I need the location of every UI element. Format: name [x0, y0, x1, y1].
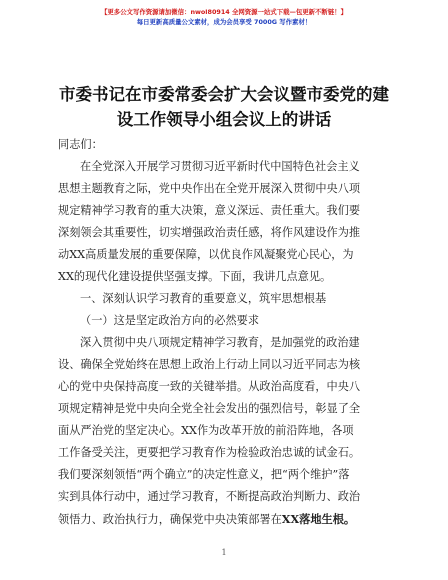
promo-banner-line-1: 【更多公文写作资源请加微信：nwol80914 全网资源一站式下载—包更新不断链！】 [101, 8, 347, 16]
body-line: 在全党深入开展学习贯彻习近平新时代中国特色社会主义 [80, 160, 360, 173]
body-emphasis: XX落地生根。 [281, 512, 356, 526]
body-line: 深刻领会其重要性，切实增强政治责任感，将作风建设作为推 [58, 226, 361, 239]
document-title [40, 82, 408, 132]
body-line: 我们要深刻领悟“两个确立”的决定性意义，把“两个维护”落 [58, 468, 350, 481]
salutation: 同志们： [58, 138, 103, 151]
document-body [58, 134, 390, 530]
promo-banner-line-2: 每日更新高质量公文素材，成为会员享受 7000G 写作素材！ [136, 18, 312, 26]
subsection-heading: （一）这是坚定政治方向的必然要求 [80, 314, 260, 327]
body-line: 心的党中央保持高度一致的关键举措。从政治高度看，中央八 [58, 380, 361, 393]
body-line-last [58, 508, 390, 530]
body-line: 实到具体行动中，通过学习教育，不断提高政治判断力、政治 [58, 490, 361, 503]
body-line-last-text: 领悟力、政治执行力，确保党中央决策部署在 [58, 513, 282, 526]
document-title-line-1: 市委书记在市委常委会扩大会议暨市委党的建 [59, 85, 389, 104]
body-line: 项规定精神是党中央向全党全社会发出的强烈信号，彰显了全 [58, 402, 361, 415]
body-line: 深入贯彻中央八项规定精神学习教育，是加强党的政治建 [80, 336, 360, 349]
body-line: XX的现代化建设提供坚强支撑。下面，我讲几点意见。 [58, 270, 332, 283]
body-line: 规定精神学习教育的重大决策，意义深远、责任重大。我们要 [58, 204, 361, 217]
body-line: 工作备受关注，更要把学习教育作为检验政治忠诚的试金石。 [58, 446, 361, 459]
promo-banner [0, 7, 448, 27]
document-title-line-2: 设工作领导小组会议上的讲话 [116, 110, 332, 129]
body-line: 面从严治党的坚定决心。XX作为改革开放的前沿阵地，各项 [58, 424, 354, 437]
body-line: 思想主题教育之际，党中央作出在全党开展深入贯彻中央八项 [58, 182, 361, 195]
body-line: 动XX高质量发展的重要保障，以优良作风凝聚党心民心，为 [58, 248, 354, 261]
body-line: 设、确保全党始终在思想上政治上行动上同以习近平同志为核 [58, 358, 361, 371]
page-number: 1 [221, 548, 227, 557]
section-heading: 一、深刻认识学习教育的重要意义，筑牢思想根基 [80, 292, 327, 305]
